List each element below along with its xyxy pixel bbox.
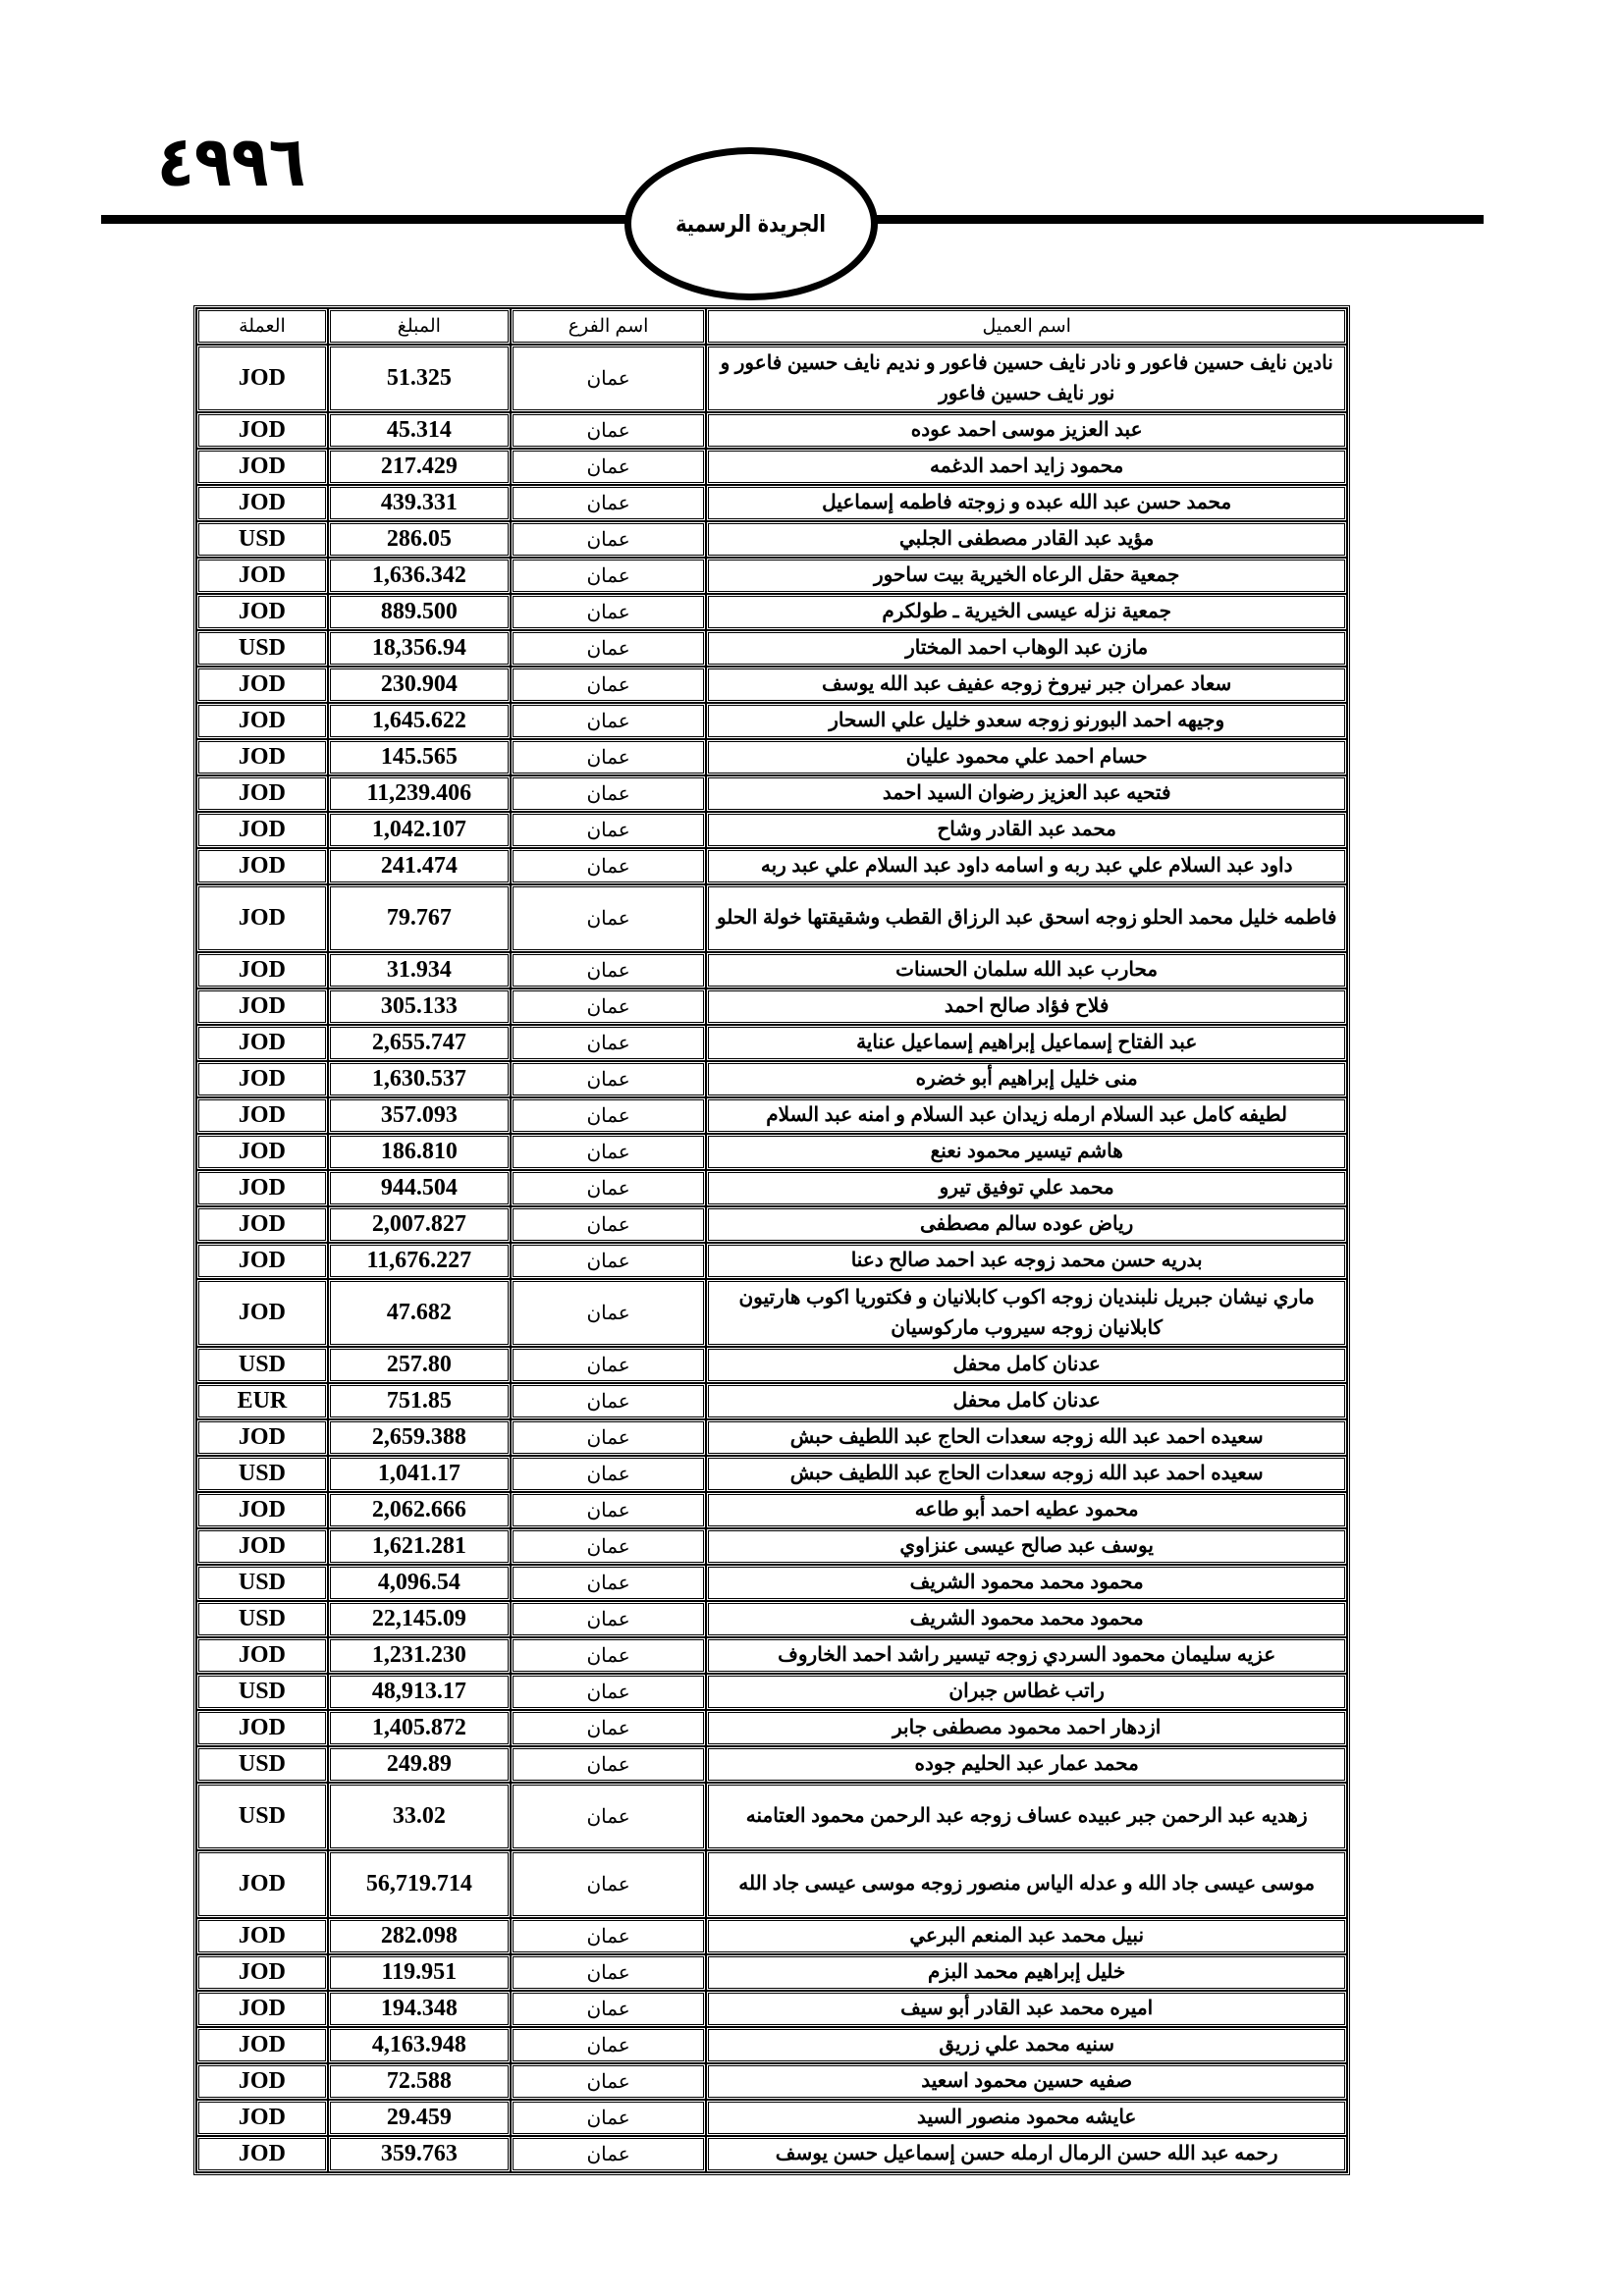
branch-cell: عمان (511, 1674, 707, 1710)
amount-cell: 51.325 (328, 345, 511, 412)
client-name-cell: عزيه سليمان محمود السردي زوجه تيسير راشد احمد الخاروف (706, 1637, 1347, 1674)
column-header-amount: المبلغ (328, 308, 511, 345)
branch-cell: عمان (511, 988, 707, 1025)
client-name-cell: ماري نيشان جبريل نلبنديان زوجه اكوب كابلانيان و فكتوريا اكوب هارتيون كابلانيان زوجه سيروب ماركوسيان (706, 1279, 1347, 1347)
client-name-cell: محمود محمد محمود الشريف (706, 1565, 1347, 1601)
table-row (196, 1243, 1347, 1279)
table-row (196, 1528, 1347, 1565)
table-row (196, 1991, 1347, 2027)
client-name-cell: نبيل محمد عبد المنعم البرعي (706, 1918, 1347, 1954)
table-row (196, 1850, 1347, 1918)
client-name-cell: يوسف عبد صالح عيسى عنزاوي (706, 1528, 1347, 1565)
amount-cell: 1,630.537 (328, 1061, 511, 1097)
currency-cell: USD (196, 1783, 328, 1850)
amount-cell: 11,239.406 (328, 775, 511, 812)
column-header-branch: اسم الفرع (511, 308, 707, 345)
amount-cell: 241.474 (328, 848, 511, 884)
client-name-cell: ازدهار احمد محمود مصطفى جابر (706, 1710, 1347, 1746)
branch-cell: عمان (511, 2027, 707, 2063)
table-row (196, 1134, 1347, 1170)
amount-cell: 1,042.107 (328, 812, 511, 848)
client-name-cell: سعيده احمد عبد الله زوجه سعدات الحاج عبد اللطيف حبش (706, 1456, 1347, 1492)
amount-cell: 230.904 (328, 667, 511, 703)
amount-cell: 2,062.666 (328, 1492, 511, 1528)
amount-cell: 72.588 (328, 2063, 511, 2100)
client-name-cell: رياض عوده سالم مصطفى (706, 1206, 1347, 1243)
table-row (196, 739, 1347, 775)
branch-cell: عمان (511, 952, 707, 988)
column-header-name: اسم العميل (706, 308, 1347, 345)
branch-cell: عمان (511, 1954, 707, 1991)
currency-cell: USD (196, 1347, 328, 1383)
client-name-cell: منى خليل إبراهيم أبو خضره (706, 1061, 1347, 1097)
table-row (196, 775, 1347, 812)
table-row (196, 485, 1347, 521)
branch-cell: عمان (511, 594, 707, 630)
client-name-cell: حسام احمد علي محمود عليان (706, 739, 1347, 775)
currency-cell: JOD (196, 884, 328, 952)
amount-cell: 1,405.872 (328, 1710, 511, 1746)
client-name-cell: فتحيه عبد العزيز رضوان السيد احمد (706, 775, 1347, 812)
table-row (196, 2136, 1347, 2172)
client-name-cell: سنيه محمد علي زريق (706, 2027, 1347, 2063)
amount-cell: 194.348 (328, 1991, 511, 2027)
currency-cell: USD (196, 1746, 328, 1783)
client-name-cell: محمود عطيه احمد أبو طاعه (706, 1492, 1347, 1528)
client-name-cell: عبد الفتاح إسماعيل إبراهيم إسماعيل عناية (706, 1025, 1347, 1061)
client-name-cell: محمود محمد محمود الشريف (706, 1601, 1347, 1637)
client-name-cell: هاشم تيسير محمود نعنع (706, 1134, 1347, 1170)
amount-cell: 217.429 (328, 449, 511, 485)
currency-cell: JOD (196, 2136, 328, 2172)
amount-cell: 359.763 (328, 2136, 511, 2172)
client-name-cell: محمد عبد القادر وشاح (706, 812, 1347, 848)
amount-cell: 4,163.948 (328, 2027, 511, 2063)
branch-cell: عمان (511, 1279, 707, 1347)
currency-cell: JOD (196, 1206, 328, 1243)
amount-cell: 48,913.17 (328, 1674, 511, 1710)
table-row (196, 1456, 1347, 1492)
amount-cell: 305.133 (328, 988, 511, 1025)
table-row (196, 1601, 1347, 1637)
table-row (196, 1170, 1347, 1206)
currency-cell: JOD (196, 1134, 328, 1170)
client-name-cell: خليل إبراهيم محمد البزم (706, 1954, 1347, 1991)
currency-cell: JOD (196, 1025, 328, 1061)
currency-cell: JOD (196, 485, 328, 521)
branch-cell: عمان (511, 1383, 707, 1419)
currency-cell: JOD (196, 1492, 328, 1528)
currency-cell: JOD (196, 2063, 328, 2100)
branch-cell: عمان (511, 1783, 707, 1850)
amount-cell: 4,096.54 (328, 1565, 511, 1601)
amount-cell: 944.504 (328, 1170, 511, 1206)
client-name-cell: سعيده احمد عبد الله زوجه سعدات الحاج عبد اللطيف حبش (706, 1419, 1347, 1456)
client-name-cell: بدريه حسن محمد زوجه عبد احمد صالح دعنا (706, 1243, 1347, 1279)
branch-cell: عمان (511, 1918, 707, 1954)
currency-cell: JOD (196, 1954, 328, 1991)
table-row (196, 2063, 1347, 2100)
branch-cell: عمان (511, 1746, 707, 1783)
client-name-cell: محمد علي توفيق تيرو (706, 1170, 1347, 1206)
branch-cell: عمان (511, 1456, 707, 1492)
table-row (196, 884, 1347, 952)
currency-cell: JOD (196, 2100, 328, 2136)
amount-cell: 119.951 (328, 1954, 511, 1991)
branch-cell: عمان (511, 1492, 707, 1528)
branch-cell: عمان (511, 1025, 707, 1061)
accounts-table (193, 305, 1350, 2175)
table-row (196, 1279, 1347, 1347)
branch-cell: عمان (511, 2136, 707, 2172)
branch-cell: عمان (511, 1601, 707, 1637)
table-row (196, 2027, 1347, 2063)
branch-cell: عمان (511, 1637, 707, 1674)
table-row (196, 594, 1347, 630)
table-row (196, 703, 1347, 739)
currency-cell: JOD (196, 594, 328, 630)
branch-cell: عمان (511, 1991, 707, 2027)
currency-cell: USD (196, 1601, 328, 1637)
amount-cell: 1,231.230 (328, 1637, 511, 1674)
currency-cell: JOD (196, 1991, 328, 2027)
client-name-cell: زهديه عبد الرحمن جبر عبيده عساف زوجه عبد الرحمن محمود العتامنه (706, 1783, 1347, 1850)
client-name-cell: صفيه حسين محمود اسعيد (706, 2063, 1347, 2100)
currency-cell: JOD (196, 952, 328, 988)
amount-cell: 45.314 (328, 412, 511, 449)
gazette-title: الجريدة الرسمية (676, 210, 827, 238)
currency-cell: JOD (196, 558, 328, 594)
branch-cell: عمان (511, 1347, 707, 1383)
client-name-cell: اميره محمد عبد القادر أبو سيف (706, 1991, 1347, 2027)
client-name-cell: محارب عبد الله سلمان الحسنات (706, 952, 1347, 988)
client-name-cell: داود عبد السلام علي عبد ربه و اسامه داود عبد السلام علي عبد ربه (706, 848, 1347, 884)
currency-cell: JOD (196, 988, 328, 1025)
currency-cell: JOD (196, 449, 328, 485)
currency-cell: JOD (196, 412, 328, 449)
table-row (196, 1746, 1347, 1783)
table-row (196, 1061, 1347, 1097)
client-name-cell: راتب غطاس جبران (706, 1674, 1347, 1710)
client-name-cell: محمود زايد احمد الدغمه (706, 449, 1347, 485)
currency-cell: JOD (196, 2027, 328, 2063)
branch-cell: عمان (511, 739, 707, 775)
currency-cell: JOD (196, 812, 328, 848)
currency-cell: JOD (196, 1528, 328, 1565)
amount-cell: 249.89 (328, 1746, 511, 1783)
table-row (196, 2100, 1347, 2136)
gazette-title-oval (624, 147, 878, 300)
currency-cell: JOD (196, 1637, 328, 1674)
currency-cell: EUR (196, 1383, 328, 1419)
table-row (196, 558, 1347, 594)
branch-cell: عمان (511, 345, 707, 412)
amount-cell: 31.934 (328, 952, 511, 988)
client-name-cell: موسى عيسى جاد الله و عدله الياس منصور زوجه موسى عيسى جاد الله (706, 1850, 1347, 1918)
page-number: ٤٩٩٦ (157, 120, 306, 203)
amount-cell: 33.02 (328, 1783, 511, 1850)
table-row (196, 1674, 1347, 1710)
branch-cell: عمان (511, 1170, 707, 1206)
table-row (196, 1565, 1347, 1601)
table-row (196, 521, 1347, 558)
branch-cell: عمان (511, 521, 707, 558)
currency-cell: USD (196, 1456, 328, 1492)
currency-cell: JOD (196, 1097, 328, 1134)
currency-cell: JOD (196, 1918, 328, 1954)
amount-cell: 257.80 (328, 1347, 511, 1383)
amount-cell: 286.05 (328, 521, 511, 558)
branch-cell: عمان (511, 1419, 707, 1456)
branch-cell: عمان (511, 2100, 707, 2136)
currency-cell: JOD (196, 1850, 328, 1918)
table-row (196, 1637, 1347, 1674)
client-name-cell: سعاد عمران جبر نيروخ زوجه عفيف عبد الله يوسف (706, 667, 1347, 703)
branch-cell: عمان (511, 412, 707, 449)
branch-cell: عمان (511, 630, 707, 667)
table-row (196, 952, 1347, 988)
table-row (196, 848, 1347, 884)
amount-cell: 1,645.622 (328, 703, 511, 739)
branch-cell: عمان (511, 775, 707, 812)
table-row (196, 630, 1347, 667)
amount-cell: 18,356.94 (328, 630, 511, 667)
table-header-row (196, 308, 1347, 345)
currency-cell: USD (196, 1565, 328, 1601)
table-row (196, 1918, 1347, 1954)
client-name-cell: عدنان كامل محفل (706, 1383, 1347, 1419)
column-header-currency: العملة (196, 308, 328, 345)
amount-cell: 11,676.227 (328, 1243, 511, 1279)
branch-cell: عمان (511, 1565, 707, 1601)
branch-cell: عمان (511, 667, 707, 703)
amount-cell: 751.85 (328, 1383, 511, 1419)
amount-cell: 1,636.342 (328, 558, 511, 594)
amount-cell: 357.093 (328, 1097, 511, 1134)
currency-cell: JOD (196, 1419, 328, 1456)
branch-cell: عمان (511, 1710, 707, 1746)
amount-cell: 145.565 (328, 739, 511, 775)
client-name-cell: جمعية نزله عيسى الخيرية ـ طولكرم (706, 594, 1347, 630)
table-row (196, 1954, 1347, 1991)
amount-cell: 2,655.747 (328, 1025, 511, 1061)
currency-cell: JOD (196, 848, 328, 884)
amount-cell: 889.500 (328, 594, 511, 630)
table-row (196, 412, 1347, 449)
currency-cell: USD (196, 521, 328, 558)
table-row (196, 1206, 1347, 1243)
amount-cell: 282.098 (328, 1918, 511, 1954)
currency-cell: JOD (196, 1710, 328, 1746)
table-row (196, 1492, 1347, 1528)
client-name-cell: عبد العزيز موسى احمد عوده (706, 412, 1347, 449)
branch-cell: عمان (511, 1528, 707, 1565)
table-row (196, 345, 1347, 412)
branch-cell: عمان (511, 1061, 707, 1097)
currency-cell: JOD (196, 1243, 328, 1279)
branch-cell: عمان (511, 449, 707, 485)
amount-cell: 1,621.281 (328, 1528, 511, 1565)
client-name-cell: محمد حسن عبد الله عبده و زوجته فاطمه إسماعيل (706, 485, 1347, 521)
client-name-cell: لطيفه كامل عبد السلام ارمله زيدان عبد السلام و امنه عبد السلام (706, 1097, 1347, 1134)
client-name-cell: فلاح فؤاد صالح احمد (706, 988, 1347, 1025)
client-name-cell: جمعية حقل الرعاه الخيرية بيت ساحور (706, 558, 1347, 594)
table-row (196, 1097, 1347, 1134)
amount-cell: 29.459 (328, 2100, 511, 2136)
table-row (196, 449, 1347, 485)
branch-cell: عمان (511, 1243, 707, 1279)
client-name-cell: مؤيد عبد القادر مصطفى الجلبي (706, 521, 1347, 558)
branch-cell: عمان (511, 703, 707, 739)
currency-cell: JOD (196, 775, 328, 812)
amount-cell: 186.810 (328, 1134, 511, 1170)
client-name-cell: مازن عبد الوهاب احمد المختار (706, 630, 1347, 667)
amount-cell: 22,145.09 (328, 1601, 511, 1637)
currency-cell: JOD (196, 345, 328, 412)
branch-cell: عمان (511, 812, 707, 848)
amount-cell: 79.767 (328, 884, 511, 952)
branch-cell: عمان (511, 558, 707, 594)
branch-cell: عمان (511, 1097, 707, 1134)
amount-cell: 56,719.714 (328, 1850, 511, 1918)
client-name-cell: عدنان كامل محفل (706, 1347, 1347, 1383)
amount-cell: 2,007.827 (328, 1206, 511, 1243)
branch-cell: عمان (511, 848, 707, 884)
branch-cell: عمان (511, 485, 707, 521)
currency-cell: JOD (196, 667, 328, 703)
branch-cell: عمان (511, 2063, 707, 2100)
branch-cell: عمان (511, 1134, 707, 1170)
table-row (196, 812, 1347, 848)
client-name-cell: محمد عمار عبد الحليم جوده (706, 1746, 1347, 1783)
client-name-cell: وجيهه احمد البورنو زوجه سعدو خليل علي السحار (706, 703, 1347, 739)
client-name-cell: عايشه محمود منصور السيد (706, 2100, 1347, 2136)
currency-cell: JOD (196, 1061, 328, 1097)
currency-cell: JOD (196, 739, 328, 775)
amount-cell: 439.331 (328, 485, 511, 521)
amount-cell: 2,659.388 (328, 1419, 511, 1456)
currency-cell: JOD (196, 1170, 328, 1206)
amount-cell: 1,041.17 (328, 1456, 511, 1492)
amount-cell: 47.682 (328, 1279, 511, 1347)
branch-cell: عمان (511, 1206, 707, 1243)
table-row (196, 667, 1347, 703)
currency-cell: USD (196, 1674, 328, 1710)
table-row (196, 988, 1347, 1025)
client-name-cell: رحمه عبد الله حسن الرمال ارمله حسن إسماعيل حسن يوسف (706, 2136, 1347, 2172)
client-name-cell: فاطمه خليل محمد الحلو زوجه اسحق عبد الرزاق القطب وشقيقتها خولة الحلو (706, 884, 1347, 952)
table-row (196, 1383, 1347, 1419)
branch-cell: عمان (511, 1850, 707, 1918)
client-name-cell: نادين نايف حسين فاعور و نادر نايف حسين فاعور و نديم نايف حسين فاعور و نور نايف حسين فاعور (706, 345, 1347, 412)
branch-cell: عمان (511, 884, 707, 952)
table-row (196, 1783, 1347, 1850)
table-row (196, 1347, 1347, 1383)
currency-cell: USD (196, 630, 328, 667)
table-row (196, 1025, 1347, 1061)
table-row (196, 1419, 1347, 1456)
currency-cell: JOD (196, 703, 328, 739)
currency-cell: JOD (196, 1279, 328, 1347)
table-row (196, 1710, 1347, 1746)
